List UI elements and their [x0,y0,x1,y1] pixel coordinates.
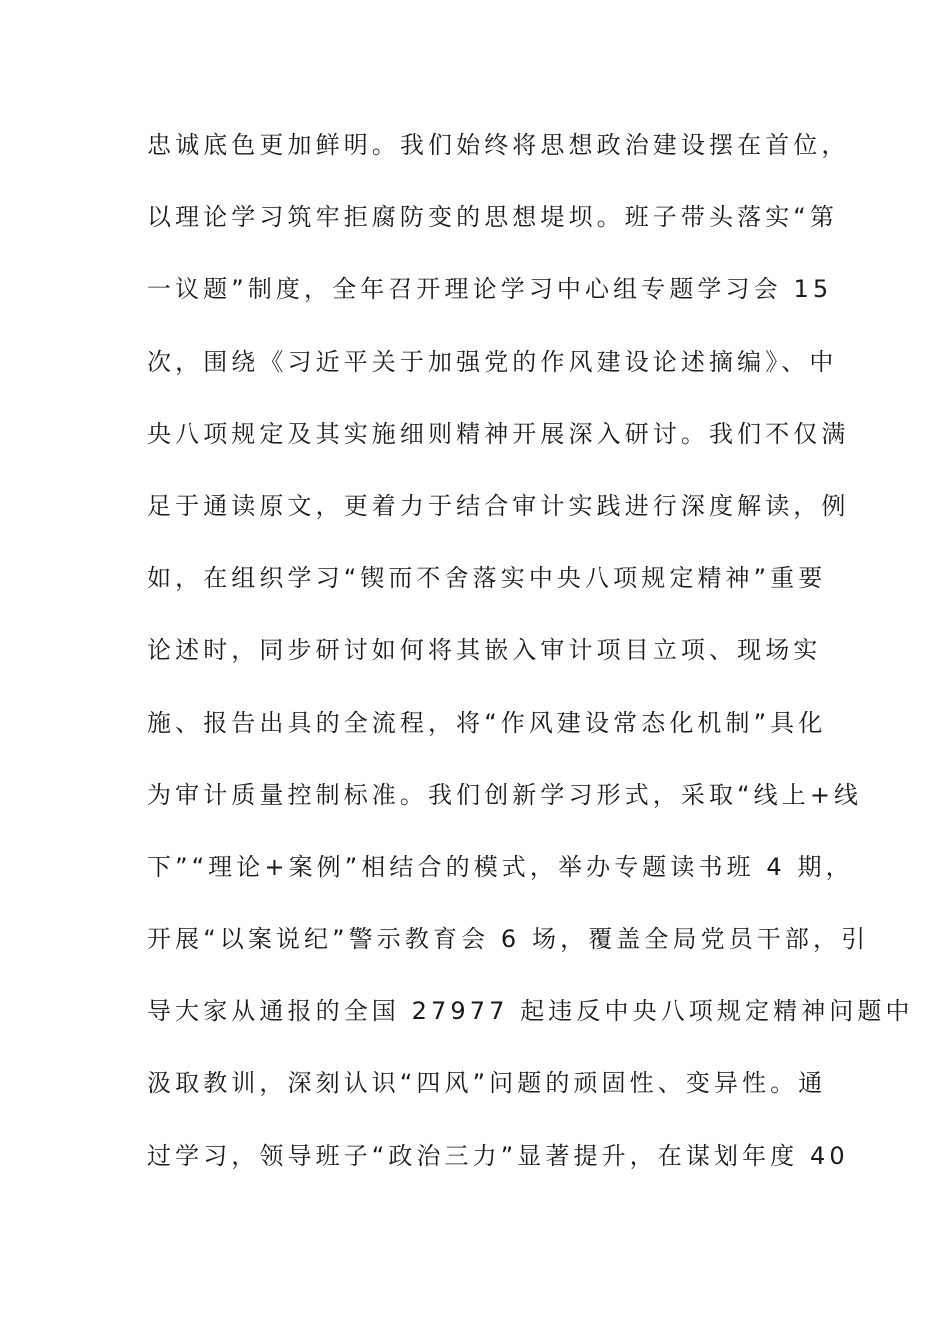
text-line: 施、报告出具的全流程，将“作风建设常态化机制”具化 [147,708,827,737]
text-line: 导大家从通报的全国 27977 起违反中央八项规定精神问题中 [147,997,914,1026]
text-line: 足于通读原文，更着力于结合审计实践进行深度解读，例 [147,491,850,520]
text-line: 如，在组织学习“锲而不舍落实中央八项规定精神”重要 [147,564,827,593]
text-line: 央八项规定及其实施细则精神开展深入研讨。我们不仅满 [147,419,850,448]
text-line: 过学习，领导班子“政治三力”显著提升，在谋划年度 40 [147,1141,849,1170]
text-line: 忠诚底色更加鲜明。我们始终将思想政治建设摆在首位， [147,131,850,159]
text-line: 为审计质量控制标准。我们创新学习形式，采取“线上+线 [147,780,863,809]
body-paragraph [147,120,914,1203]
text-line: 开展“以案说纪”警示教育会 6 场，覆盖全局党员干部，引 [147,925,870,954]
text-line: 汲取教训，深刻认识“四风”问题的顽固性、变异性。通 [147,1069,827,1098]
text-line: 论述时，同步研讨如何将其嵌入审计项目立项、现场实 [147,636,822,665]
text-line: 下”“理论+案例”相结合的模式，举办专题读书班 4 期， [147,852,854,881]
text-line: 以理论学习筑牢拒腐防变的思想堤坝。班子带头落实“第 [147,203,838,232]
text-line: 次，围绕《习近平关于加强党的作风建设论述摘编》、中 [147,347,838,376]
text-line: 一议题”制度，全年召开理论学习中心组专题学习会 15 [147,275,833,304]
